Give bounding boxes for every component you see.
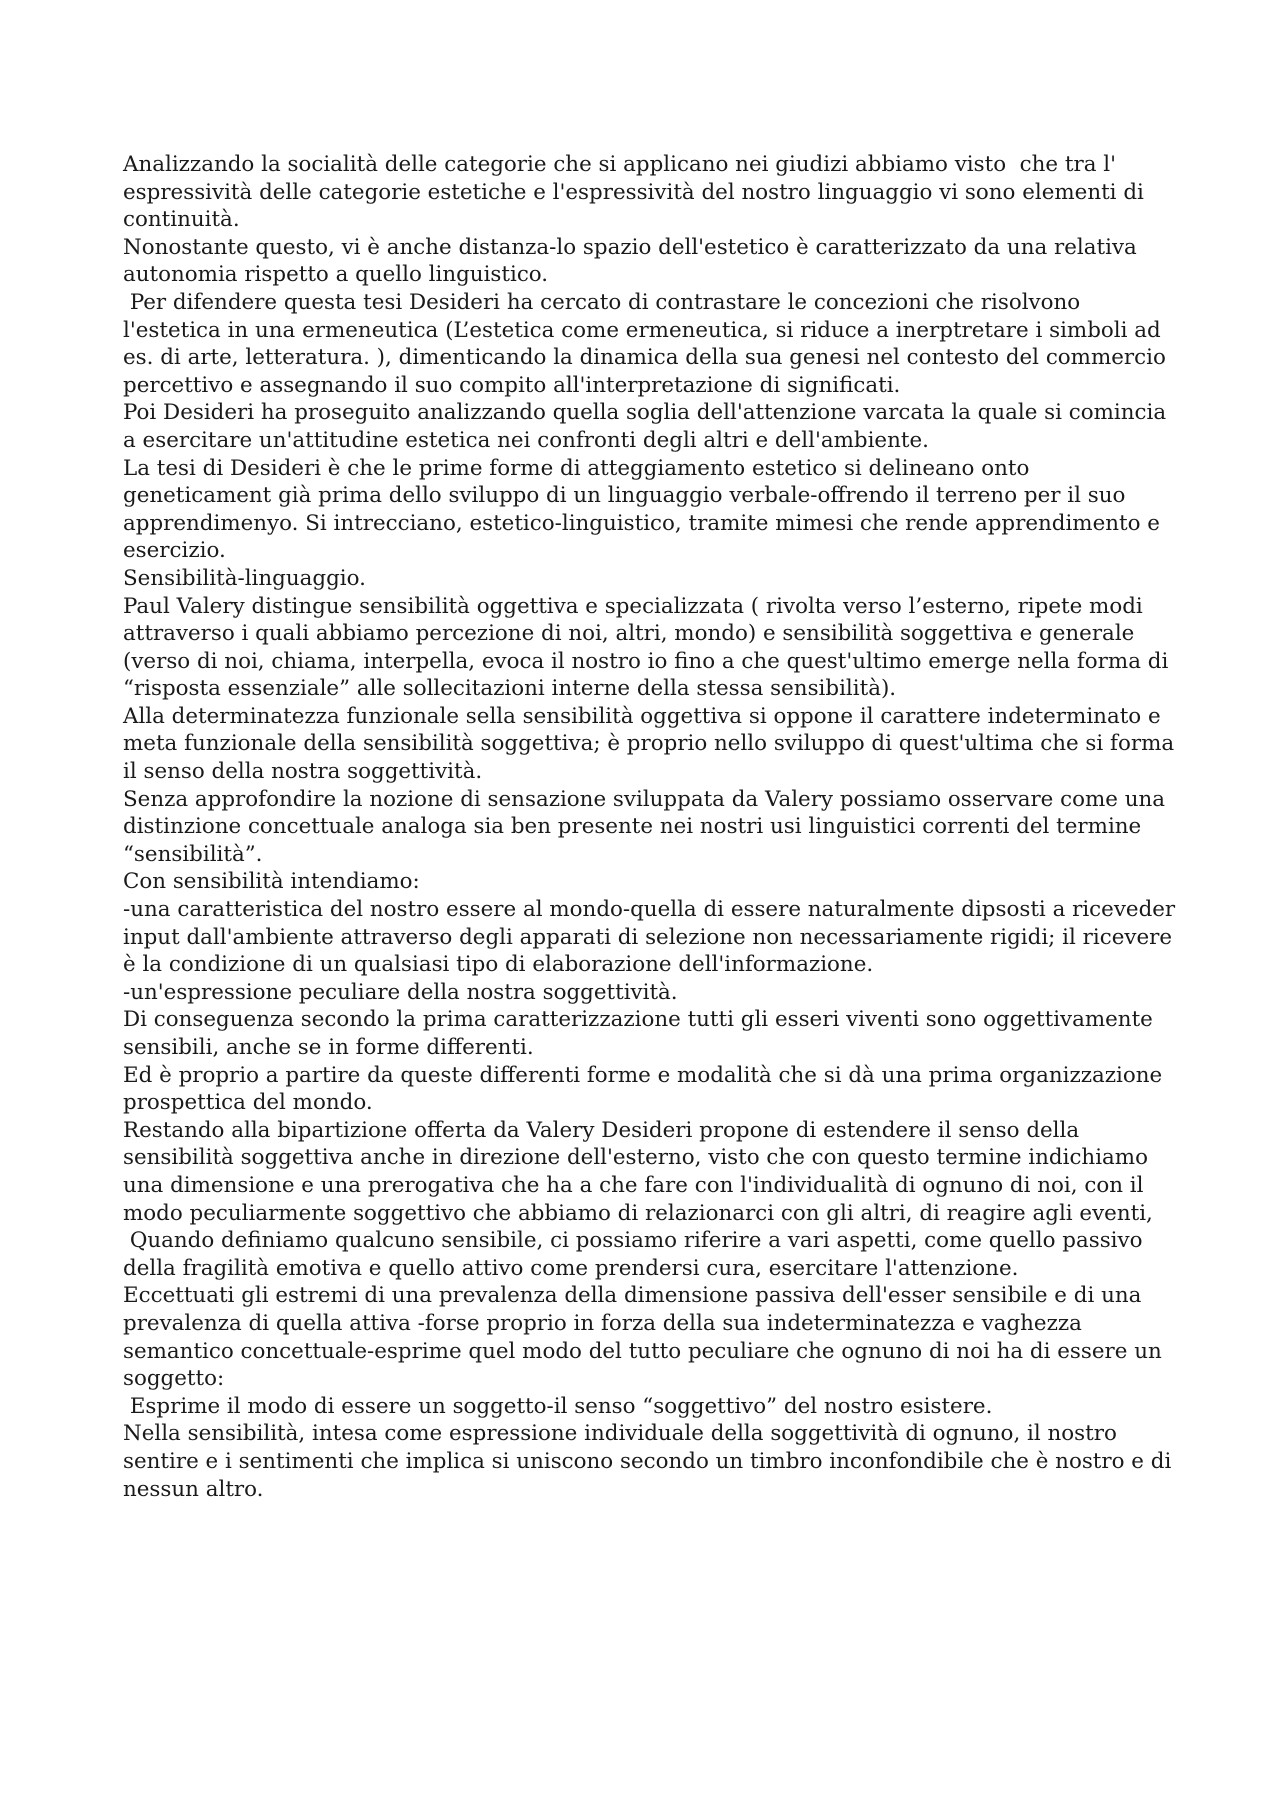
- section-heading-sensibilita-linguaggio: Sensibilità-linguaggio.: [123, 565, 366, 591]
- paragraph-19: Nella sensibilità, intesa come espressione individuale della soggettività di ognuno, il nostro sentire e i sentimenti che implica si uniscono secondo un timbro inconfondibile che è nostro e di nessun altro.: [123, 1421, 1179, 1502]
- list-item-1: -una caratteristica del nostro essere al mondo-quella di essere naturalmente dipsosti a riceveder input dall'ambiente attraverso degli apparati di selezione non necessariamente rigidi; il ricevere è la condizione di un qualsiasi tipo di elaborazione dell'informazione.: [123, 897, 1182, 978]
- paragraph-14: Ed è proprio a partire da queste differenti forme e modalità che si dà una prima organizzazione prospettica del mondo.: [123, 1062, 1169, 1116]
- paragraph-13: Di conseguenza secondo la prima caratterizzazione tutti gli esseri viventi sono oggettivamente sensibili, anche se in forme differenti.: [123, 1007, 1160, 1060]
- list-item-2: -un'espressione peculiare della nostra soggettività.: [123, 979, 678, 1005]
- paragraph-4: Poi Desideri ha proseguito analizzando quella soglia dell'attenzione varcata la quale si comincia a esercitare un'attitudine estetica nei confronti degli altri e dell'ambiente.: [123, 400, 1173, 453]
- paragraph-10: Con sensibilità intendiamo:: [123, 869, 420, 895]
- paragraph-5: La tesi di Desideri è che le prime forme di atteggiamento estetico si delineano onto geneticament già prima dello sviluppo di un linguaggio verbale-offrendo il terreno per il suo apprendimenyo. Si intrecciano, estetico-linguistico, tramite mimesi che rende apprendimento e esercizio.: [123, 455, 1167, 564]
- document-body: [123, 151, 1183, 1503]
- paragraph-3: Per difendere questa tesi Desideri ha cercato di contrastare le concezioni che risolvono l'estetica in una ermeneutica (L’estetica come ermeneutica, si riduce a inerptretare i simboli ad es. di arte, letteratura. ), dimenticando la dinamica della sua genesi nel contesto del commercio percettivo e assegnando il suo compito all'interpretazione di significati.: [123, 289, 1173, 398]
- paragraph-17: Eccettuati gli estremi di una prevalenza della dimensione passiva dell'esser sensibile e di una prevalenza di quella attiva -forse proprio in forza della sua indeterminatezza e vaghezza semantico concettuale-esprime quel modo del tutto peculiare che ognuno di noi ha di essere un soggetto:: [123, 1283, 1169, 1392]
- paragraph-8: Alla determinatezza funzionale sella sensibilità oggettiva si oppone il carattere indeterminato e meta funzionale della sensibilità soggettiva; è proprio nello sviluppo di quest'ultima che si forma il senso della nostra soggettività.: [123, 703, 1181, 785]
- paragraph-18: Esprime il modo di essere un soggetto-il senso “soggettivo” del nostro esistere.: [123, 1393, 993, 1419]
- paragraph-7: Paul Valery distingue sensibilità oggettiva e specializzata ( rivolta verso l’esterno, ripete modi attraverso i quali abbiamo percezione di noi, altri, mondo) e sensibilità soggettiva e generale (verso di noi, chiama, interpella, evoca il nostro io fino a che quest'ultimo emerge nella forma di “risposta essenziale” alle sollecitazioni interne della stessa sensibilità).: [123, 593, 1176, 702]
- paragraph-1: Analizzando la socialità delle categorie che si applicano nei giudizi abbiamo visto che tra l' espressività delle categorie estetiche e l'espressività del nostro linguaggio vi sono elementi di continuità.: [123, 152, 1151, 233]
- paragraph-16: Quando definiamo qualcuno sensibile, ci possiamo riferire a vari aspetti, come quello passivo della fragilità emotiva e quello attivo come prendersi cura, esercitare l'attenzione.: [123, 1228, 1150, 1281]
- paragraph-2: Nonostante questo, vi è anche distanza-lo spazio dell'estetico è caratterizzato da una relativa autonomia rispetto a quello linguistico.: [123, 234, 1144, 288]
- paragraph-9: Senza approfondire la nozione di sensazione sviluppata da Valery possiamo osservare come una distinzione concettuale analoga sia ben presente nei nostri usi linguistici correnti del termine “sensibilità”.: [123, 786, 1172, 867]
- paragraph-15: Restando alla bipartizione offerta da Valery Desideri propone di estendere il senso della sensibilità soggettiva anche in direzione dell'esterno, visto che con questo termine indichiamo una dimensione e una prerogativa che ha a che fare con l'individualità di ognuno di noi, con il modo peculiarmente soggettivo che abbiamo di relazionarci con gli altri, di reagire agli eventi,: [123, 1117, 1155, 1226]
